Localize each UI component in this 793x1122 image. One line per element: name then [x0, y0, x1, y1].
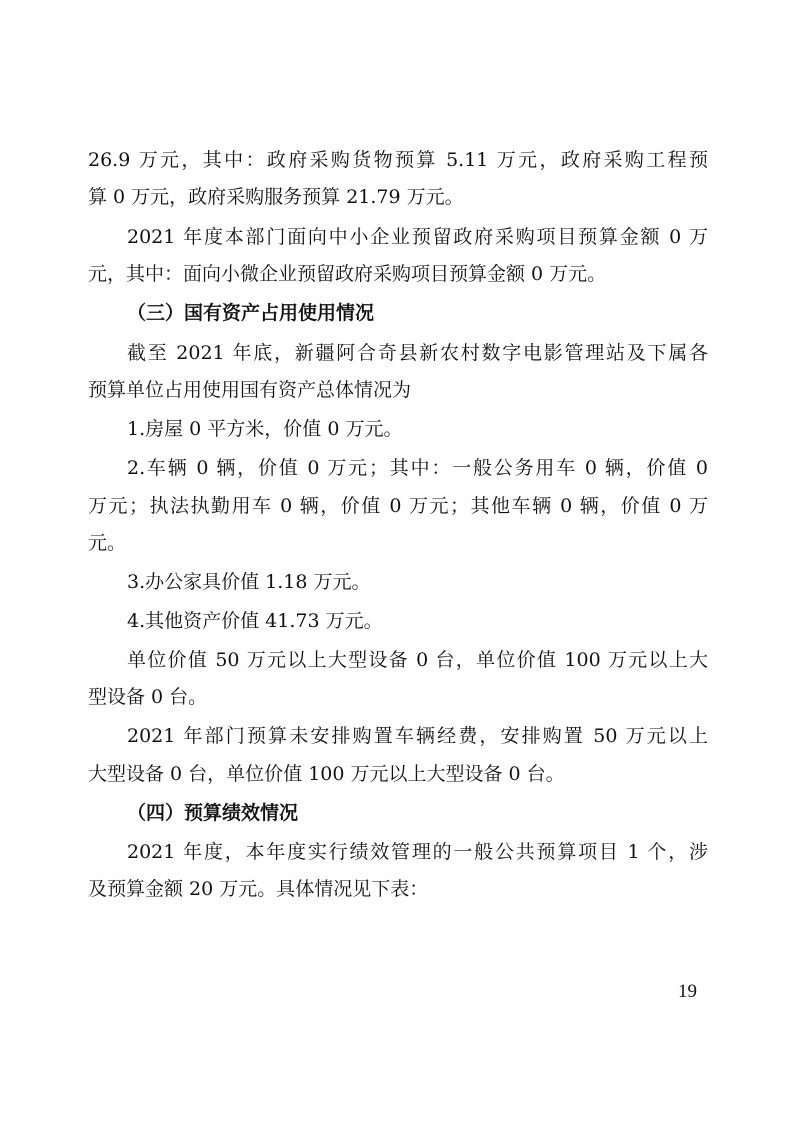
paragraph-line: 截至 2021 年底，新疆阿合奇县新农村数字电影管理站及下属各: [127, 342, 708, 364]
paragraph-line: 26.9 万元，其中：政府采购货物预算 5.11 万元，政府采购工程预: [88, 149, 708, 171]
paragraph-line: 型设备 0 台。: [88, 686, 208, 708]
list-item-housing: 1.房屋 0 平方米，价值 0 万元。: [127, 418, 403, 440]
paragraph-line: 大型设备 0 台，单位价值 100 万元以上大型设备 0 台。: [88, 763, 565, 785]
section-heading-performance: （四）预算绩效情况: [127, 802, 299, 824]
page-number: 19: [678, 981, 697, 1002]
list-item-furniture: 3.办公家具价值 1.18 万元。: [127, 571, 371, 593]
paragraph-line: 算 0 万元，政府采购服务预算 21.79 万元。: [88, 186, 464, 208]
list-item-vehicles: 2.车辆 0 辆，价值 0 万元；其中：一般公务用车 0 辆，价值 0: [127, 457, 708, 479]
section-heading-assets: （三）国有资产占用使用情况: [127, 302, 375, 324]
paragraph-line: 2021 年部门预算未安排购置车辆经费，安排购置 50 万元以上: [127, 725, 708, 747]
paragraph-line: 预算单位占用使用国有资产总体情况为: [88, 379, 412, 401]
paragraph-line: 万元；执法执勤用车 0 辆，价值 0 万元；其他车辆 0 辆，价值 0 万: [88, 495, 708, 517]
paragraph-line: 2021 年度本部门面向中小企业预留政府采购项目预算金额 0 万: [127, 226, 708, 248]
paragraph-line: 元，其中：面向小微企业预留政府采购项目预算金额 0 万元。: [88, 263, 607, 285]
paragraph-line: 单位价值 50 万元以上大型设备 0 台，单位价值 100 万元以上大: [127, 649, 708, 671]
list-item-other-assets: 4.其他资产价值 41.73 万元。: [127, 610, 383, 632]
paragraph-line: 2021 年度，本年度实行绩效管理的一般公共预算项目 1 个，涉: [127, 841, 708, 863]
paragraph-line: 元。: [88, 532, 127, 554]
paragraph-line: 及预算金额 20 万元。具体情况见下表：: [88, 878, 429, 900]
